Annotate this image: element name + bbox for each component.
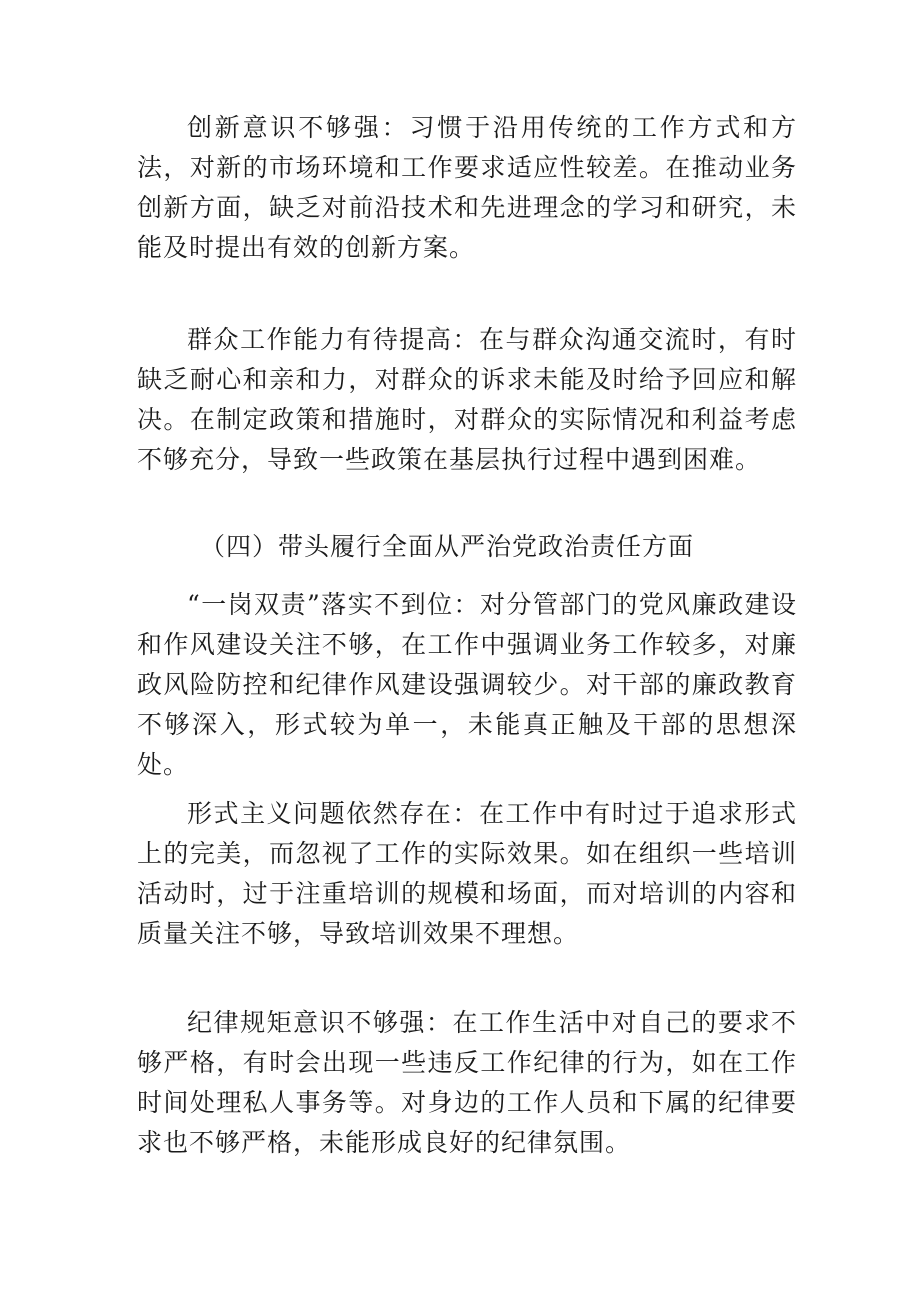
- paragraph-discipline-awareness: 纪律规矩意识不够强：在工作生活中对自己的要求不够严格，有时会出现一些违反工作纪律的行为，如在工作时间处理私人事务等。对身边的工作人员和下属的纪律要求也不够严格，未能形成良好的纪律氛围。: [137, 1008, 797, 1157]
- paragraph-formalism: 形式主义问题依然存在：在工作中有时过于追求形式上的完美，而忽视了工作的实际效果。如在组织一些培训活动时，过于注重培训的规模和场面，而对培训的内容和质量关注不够，导致培训效果不理想。: [137, 799, 797, 948]
- section-heading: （四）带头履行全面从严治党政治责任方面: [200, 532, 695, 561]
- paragraph-innovation-awareness: 创新意识不够强：习惯于沿用传统的工作方式和方法，对新的市场环境和工作要求适应性较差。在推动业务创新方面，缺乏对前沿技术和先进理念的学习和研究，未能及时提出有效的创新方案。: [137, 113, 797, 262]
- paragraph-mass-work-ability: 群众工作能力有待提高：在与群众沟通交流时，有时缺乏耐心和亲和力，对群众的诉求未能及时给予回应和解决。在制定政策和措施时，对群众的实际情况和利益考虑不够充分，导致一些政策在基层执行过程中遇到困难。: [137, 325, 797, 474]
- paragraph-one-post-two-duties: “一岗双责”落实不到位：对分管部门的党风廉政建设和作风建设关注不够，在工作中强调业务工作较多，对廉政风险防控和纪律作风建设强调较少。对干部的廉政教育不够深入，形式较为单一，未能真正触及干部的思想深处。: [137, 590, 797, 779]
